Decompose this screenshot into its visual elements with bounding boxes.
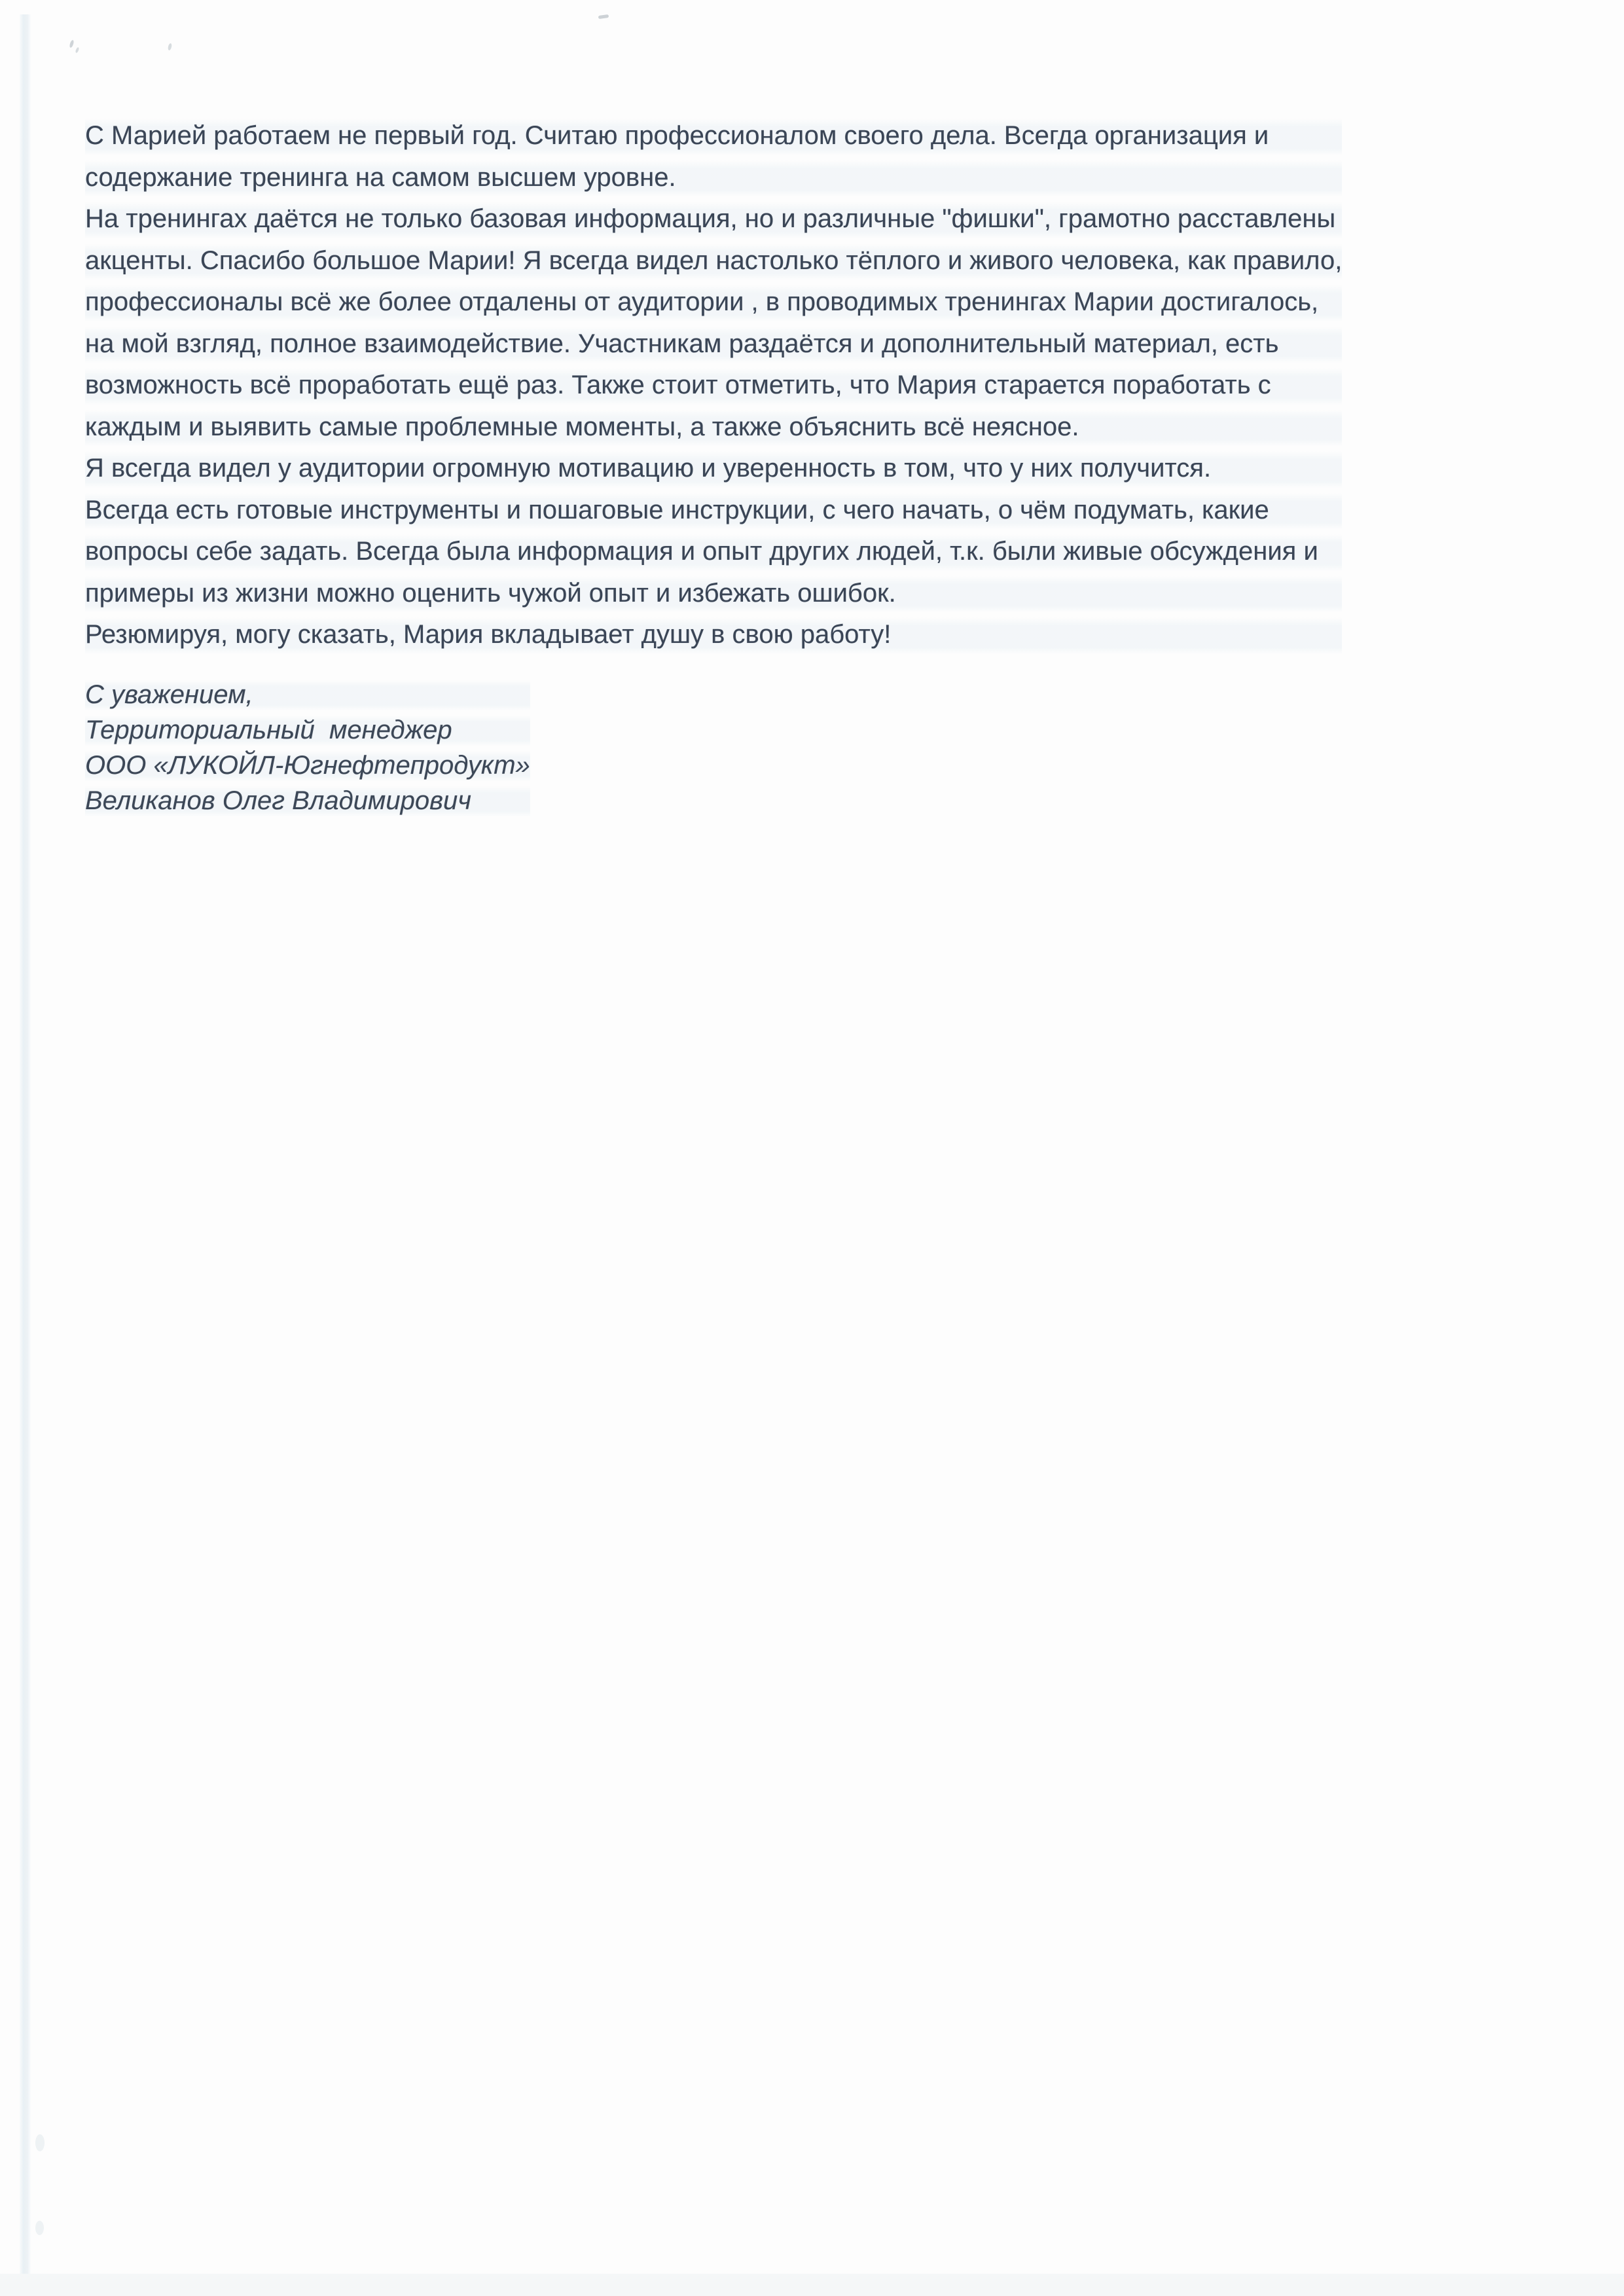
signature-line-regards: С уважением, xyxy=(85,677,530,712)
letter-line: Я всегда видел у аудитории огромную мотивацию и уверенность в том, что у них получится. xyxy=(85,448,1342,490)
letter-line: примеры из жизни можно оценить чужой опыт и избежать ошибок. xyxy=(85,573,1342,615)
signature-line-title: Территориальный менеджер xyxy=(85,712,530,748)
scan-bottom-edge xyxy=(0,2274,1624,2296)
letter-line: акценты. Спасибо большое Марии! Я всегда видел настолько тёплого и живого человека, как правило, xyxy=(85,240,1342,282)
letter-line: С Марией работаем не первый год. Считаю профессионалом своего дела. Всегда организация и xyxy=(85,115,1342,157)
scan-speck xyxy=(168,43,173,51)
signature-line-name: Великанов Олег Владимирович xyxy=(85,783,530,818)
scan-speck xyxy=(75,47,79,54)
letter-line: На тренингах даётся не только базовая информация, но и различные "фишки", грамотно расставлены xyxy=(85,198,1342,240)
scan-edge-strip xyxy=(20,14,31,2296)
letter-signature xyxy=(85,677,530,818)
scan-smudge xyxy=(35,2134,45,2151)
letter-line: Всегда есть готовые инструменты и пошаговые инструкции, с чего начать, о чём подумать, какие xyxy=(85,490,1342,532)
scan-speck xyxy=(598,14,609,19)
letter-body xyxy=(85,115,1342,656)
letter-line: возможность всё проработать ещё раз. Также стоит отметить, что Мария старается поработать с xyxy=(85,365,1342,407)
letter-line: Резюмируя, могу сказать, Мария вкладывает душу в свою работу! xyxy=(85,614,1342,656)
letter-line: содержание тренинга на самом высшем уровне. xyxy=(85,157,1342,199)
scan-speck xyxy=(69,40,74,48)
letter-line: каждым и выявить самые проблемные моменты, а также объяснить всё неясное. xyxy=(85,407,1342,448)
letter-line: профессионалы всё же более отдалены от аудитории , в проводимых тренингах Марии достигалось, xyxy=(85,282,1342,323)
letter-line: на мой взгляд, полное взаимодействие. Участникам раздаётся и дополнительный материал, есть xyxy=(85,323,1342,365)
letter-line: вопросы себе задать. Всегда была информация и опыт других людей, т.к. были живые обсуждения и xyxy=(85,531,1342,573)
signature-line-company: ООО «ЛУКОЙЛ-Югнефтепродукт» xyxy=(85,748,530,783)
scan-smudge xyxy=(35,2221,44,2235)
